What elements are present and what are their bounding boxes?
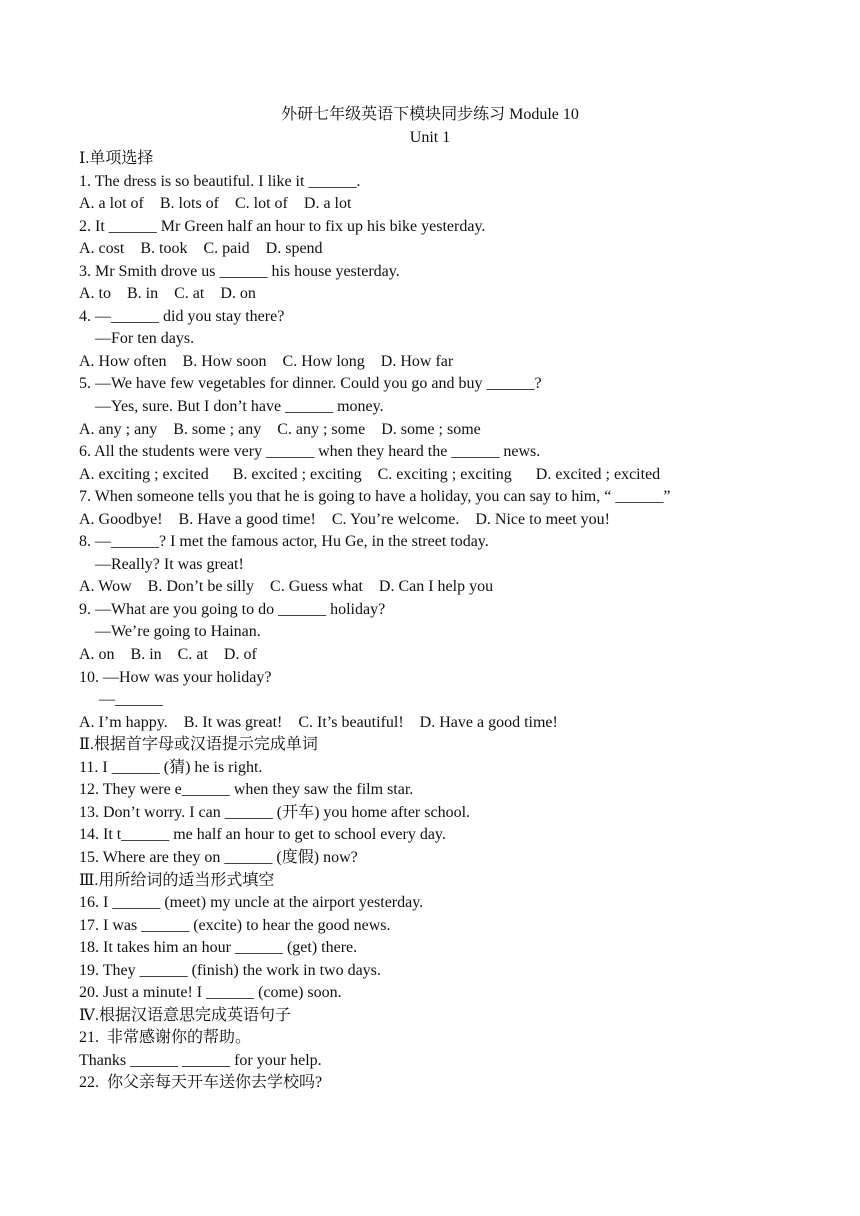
text-line: A. exciting ; excited B. excited ; exciting C. exciting ; exciting D. excited ; excited	[79, 465, 661, 483]
text-line: Ⅲ.用所给词的适当形式填空	[79, 871, 275, 889]
text-line: 11. I ______ (猜) he is right.	[79, 758, 263, 776]
text-line: A. a lot of B. lots of C. lot of D. a lot	[79, 195, 352, 213]
text-line: 12. They were e______ when they saw the film star.	[79, 781, 414, 799]
text-line: A. Wow B. Don’t be silly C. Guess what D. Can I help you	[79, 578, 494, 596]
document-subtitle: Unit 1	[409, 129, 451, 146]
text-line: Ⅱ.根据首字母或汉语提示完成单词	[79, 736, 318, 754]
text-line: 1. The dress is so beautiful. I like it ______.	[79, 172, 361, 190]
text-line: —We’re going to Hainan.	[95, 623, 261, 641]
text-line: A. on B. in C. at D. of	[79, 646, 257, 664]
text-line: —Really? It was great!	[95, 555, 244, 573]
text-line: —Yes, sure. But I don’t have ______ money.	[95, 398, 384, 416]
text-line: Thanks ______ ______ for your help.	[79, 1051, 322, 1069]
text-line: 6. All the students were very ______ when they heard the ______ news.	[79, 443, 541, 461]
text-line: 22. 你父亲每天开车送你去学校吗?	[79, 1074, 323, 1092]
text-line: 10. —How was your holiday?	[79, 668, 272, 686]
text-line: 8. —______? I met the famous actor, Hu Ge, in the street today.	[79, 533, 489, 551]
text-line: 19. They ______ (finish) the work in two days.	[79, 961, 381, 979]
text-line: 9. —What are you going to do ______ holiday?	[79, 600, 386, 618]
text-line: Ⅰ.单项选择	[79, 150, 154, 167]
text-line: 16. I ______ (meet) my uncle at the airport yesterday.	[79, 894, 424, 912]
exercise-list	[79, 148, 779, 1095]
text-line: 3. Mr Smith drove us ______ his house yesterday.	[79, 262, 400, 280]
text-line: —______	[95, 691, 163, 709]
text-line: A. cost B. took C. paid D. spend	[79, 240, 323, 258]
text-line: 14. It t______ me half an hour to get to school every day.	[79, 826, 446, 844]
text-line: 13. Don’t worry. I can ______ (开车) you home after school.	[79, 803, 471, 821]
text-line: 7. When someone tells you that he is going to have a holiday, you can say to him, “ ______”	[79, 488, 671, 506]
text-line: 15. Where are they on ______ (度假) now?	[79, 848, 358, 866]
text-line: A. I’m happy. B. It was great! C. It’s beautiful! D. Have a good time!	[79, 713, 558, 731]
text-line: 17. I was ______ (excite) to hear the good news.	[79, 916, 391, 934]
text-line: A. any ; any B. some ; any C. any ; some D. some ; some	[79, 420, 481, 438]
text-line: Ⅳ.根据汉语意思完成英语句子	[79, 1006, 291, 1024]
text-line: —For ten days.	[95, 330, 195, 348]
text-line: 18. It takes him an hour ______ (get) there.	[79, 939, 358, 957]
text-line: 5. —We have few vegetables for dinner. Could you go and buy ______?	[79, 375, 542, 393]
text-line: 20. Just a minute! I ______ (come) soon.	[79, 984, 342, 1002]
text-line: A. to B. in C. at D. on	[79, 285, 256, 303]
text-line: 4. —______ did you stay there?	[79, 307, 285, 325]
text-line: 21. 非常感谢你的帮助。	[79, 1029, 252, 1047]
text-line: A. Goodbye! B. Have a good time! C. You’re welcome. D. Nice to meet you!	[79, 510, 610, 528]
text-line: 2. It ______ Mr Green half an hour to fix up his bike yesterday.	[79, 217, 486, 235]
text-line: A. How often B. How soon C. How long D. How far	[79, 352, 454, 370]
document-title: 外研七年级英语下模块同步练习 Module 10	[281, 106, 579, 123]
